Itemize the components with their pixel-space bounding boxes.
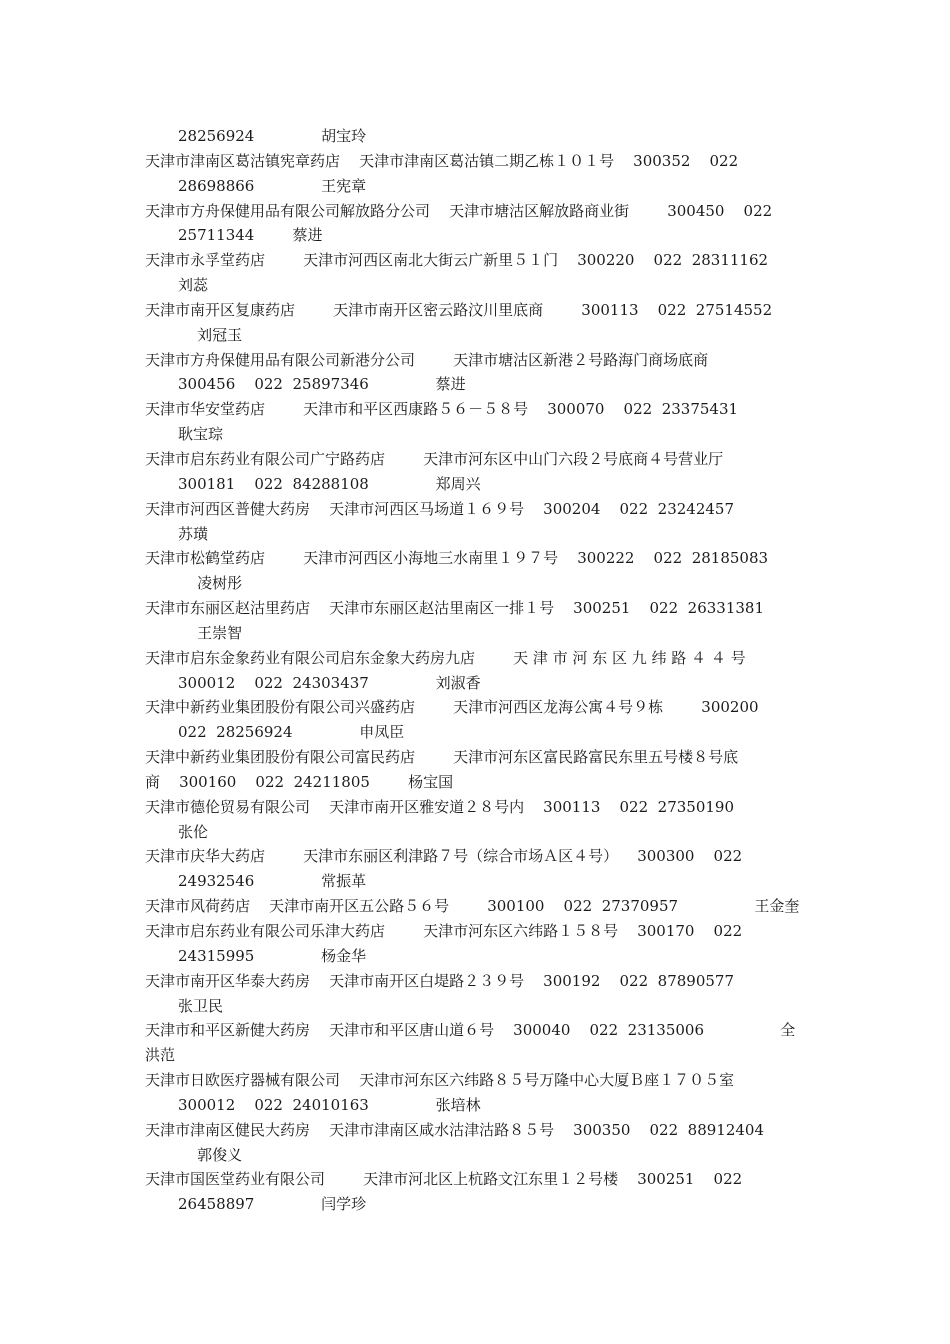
text-line: 张卫民 (178, 996, 224, 1015)
text-line: 天津市国医堂药业有限公司 天津市河北区上杭路文江东里１２号楼 300251 022 (145, 1170, 743, 1189)
text-line: 28698866 王宪章 (178, 176, 367, 195)
text-line: 耿宝琮 (178, 425, 224, 444)
text-line: 张伦 (178, 822, 209, 841)
text-line: 28256924 胡宝玲 (178, 127, 367, 145)
text-line: 天津市启东药业有限公司乐津大药店 天津市河东区六纬路１５８号 300170 022 (145, 922, 743, 940)
text-line: 天津市启东金象药业有限公司启东金象大药房九店 天 津 市 河 东 区 九 纬 路 ４ ４ 号 (145, 648, 746, 667)
text-line: 天津市南开区华泰大药房 天津市南开区白堤路２３９号 300192 022 87890577 (145, 971, 734, 990)
text-line: 300181 022 84288108 郑周兴 (178, 474, 481, 493)
text-line: 天津市东丽区赵沽里药店 天津市东丽区赵沽里南区一排１号 300251 022 26331381 (145, 599, 764, 618)
text-line: 天津市津南区葛沽镇宪章药店 天津市津南区葛沽镇二期乙栋１０１号 300352 022 (145, 151, 739, 170)
text-line: 天津市风荷药店 天津市南开区五公路５６号 300100 022 27370957 王金奎 (145, 897, 800, 916)
text-line: 王崇智 (178, 623, 243, 642)
text-line: 天津市华安堂药店 天津市和平区西康路５６－５８号 300070 022 23375431 (145, 400, 739, 419)
text-line: 刘冠玉 (178, 325, 243, 344)
text-line: 022 28256924 申凤臣 (178, 723, 405, 742)
text-line: 天津市永孚堂药店 天津市河西区南北大街云广新里５１门 300220 022 28311162 (145, 251, 769, 270)
text-line: 刘蕊 (178, 276, 209, 295)
text-line: 300456 022 25897346 蔡进 (178, 375, 466, 394)
text-line: 300012 022 24010163 张培林 (178, 1095, 481, 1114)
text-line: 天津市德伦贸易有限公司 天津市南开区雅安道２８号内 300113 022 27350190 (145, 797, 734, 816)
text-line: 天津市启东药业有限公司广宁路药店 天津市河东区中山门六段２号底商４号营业厅 (145, 449, 724, 468)
text-line: 苏璜 (178, 524, 209, 543)
text-line: 天津市方舟保健用品有限公司新港分公司 天津市塘沽区新港２号路海门商场底商 (145, 350, 709, 369)
text-line: 商 300160 022 24211805 杨宝国 (145, 772, 454, 791)
text-line: 25711344 蔡进 (178, 226, 323, 245)
text-line: 天津中新药业集团股份有限公司富民药店 天津市河东区富民路富民东里五号楼８号底 (145, 748, 739, 767)
text-line: 天津中新药业集团股份有限公司兴盛药店 天津市河西区龙海公寓４号９栋 300200 (145, 698, 759, 717)
text-line: 天津市庆华大药店 天津市东丽区利津路７号（综合市场Ａ区４号） 300300 022 (145, 847, 743, 866)
text-line: 天津市松鹤堂药店 天津市河西区小海地三水南里１９７号 300222 022 28185083 (145, 549, 769, 568)
text-line: 天津市方舟保健用品有限公司解放路分公司 天津市塘沽区解放路商业街 300450 022 (145, 201, 773, 220)
text-line: 300012 022 24303437 刘淑香 (178, 673, 481, 692)
text-line: 24315995 杨金华 (178, 946, 367, 965)
document-body (145, 124, 807, 1217)
text-line: 天津市河西区普健大药房 天津市河西区马场道１６９号 300204 022 23242457 (145, 499, 734, 518)
text-line: 天津市津南区健民大药房 天津市津南区咸水沽津沽路８５号 300350 022 88912404 (145, 1120, 764, 1139)
text-line: 26458897 闫学珍 (178, 1195, 367, 1214)
text-line: 洪范 (145, 1046, 176, 1065)
text-line: 凌树彤 (178, 574, 243, 593)
text-line: 天津市南开区复康药店 天津市南开区密云路汶川里底商 300113 022 27514552 (145, 300, 773, 319)
text-line: 郭俊义 (178, 1145, 243, 1164)
text-line: 天津市日欧医疗器械有限公司 天津市河东区六纬路８５号万隆中心大厦Ｂ座１７０５室 (145, 1071, 735, 1090)
text-line: 24932546 常振革 (178, 872, 367, 891)
text-line: 天津市和平区新健大药房 天津市和平区唐山道６号 300040 022 23135006 全 (145, 1021, 796, 1040)
